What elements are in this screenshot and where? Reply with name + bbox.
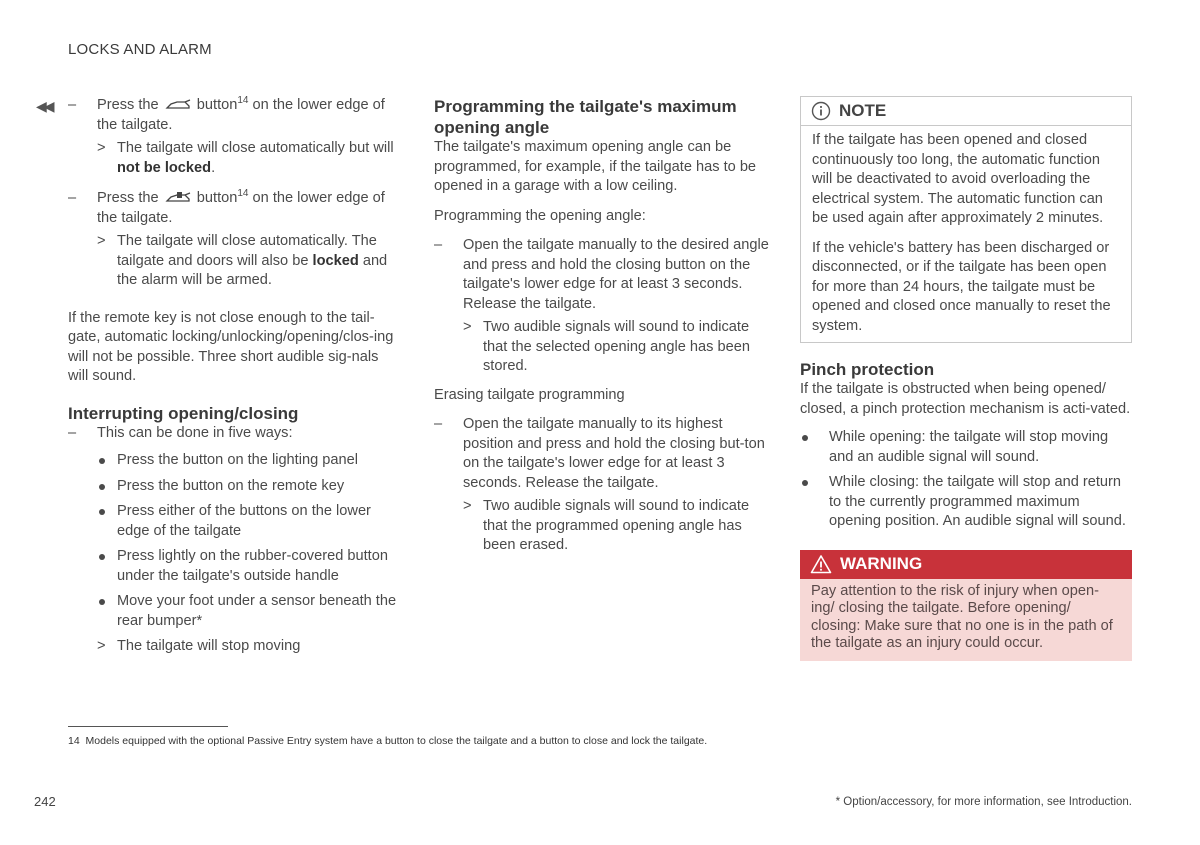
warning-title: WARNING — [840, 554, 923, 574]
list-item: Press the button on the lighting panel — [97, 451, 402, 471]
section-header: LOCKS AND ALARM — [68, 41, 212, 58]
warning-text: Pay attention to the risk of injury when open-ing/ closing the tailgate. Before opening/ closing: Make sure that no one is in the path of the tailgate as an injury could occur. — [811, 582, 1113, 651]
warning-box — [800, 550, 1132, 661]
note-title: NOTE — [839, 101, 887, 121]
step-result: > The tailgate will close automatically. The tailgate and doors will also be locked and the alarm will be armed. — [97, 232, 402, 291]
page-number: 242 — [34, 794, 56, 809]
footnote-divider — [68, 726, 228, 727]
note-box — [800, 96, 1132, 343]
programming-step: – Open the tailgate manually to the desired angle and press and hold the closing button on the tailgate's lower edge for at least 3 seconds. Release the tailgate. — [434, 236, 770, 314]
pinch-intro: If the tailgate is obstructed when being opened/ closed, a pinch protection mechanism is acti-vated. — [800, 381, 1131, 417]
list-item: While opening: the tailgate will stop moving and an audible signal will sound. — [800, 428, 1132, 467]
step-result: > The tailgate will close automatically but will not be locked. — [97, 139, 402, 178]
info-icon — [811, 101, 831, 121]
programming-result: > Two audible signals will sound to indicate that the selected opening angle has been stored. — [463, 318, 770, 377]
step-close-lock-button: – Press the button$^{14}$ on the lower edge of the tailgate. — [68, 189, 402, 228]
remote-key-paragraph: If the remote key is not close enough to the tail-gate, automatic locking/unlocking/opening/clos-ing will not be possible. Three short audible sig-nals will sound. — [68, 309, 394, 384]
erase-step: – Open the tailgate manually to its highest position and press and hold the closing but-ton on the tailgate's lower edge for at least 3 seconds. Release the tailgate. — [434, 415, 770, 493]
double-left-arrow-icon[interactable]: ◀◀ — [36, 98, 52, 114]
heading-pinch: Pinch protection — [800, 360, 935, 379]
step-close-button: – Press the button$^{14}$ on the lower edge of the tailgate. — [68, 96, 402, 135]
tailgate-close-icon — [165, 99, 191, 111]
column-2 — [434, 96, 770, 567]
ways-intro: – This can be done in five ways: — [68, 424, 402, 444]
erase-label: Erasing tailgate programming — [434, 386, 625, 403]
list-item: Press the button on the remote key — [97, 477, 402, 497]
heading-interrupting: Interrupting opening/closing — [68, 403, 299, 423]
programming-label: Programming the opening angle: — [434, 207, 646, 224]
programming-intro: The tailgate's maximum opening angle can be programmed, for example, if the tailgate has to be opened in a garage with a low ceiling. — [434, 139, 757, 194]
note-paragraph: If the tailgate has been opened and closed continuously too long, the automatic function will be deactivated to avoid overloading the electrical system. The automatic function can be used again after approximately 2 minutes. — [812, 132, 1104, 226]
footnote: 14 Models equipped with the optional Passive Entry system have a button to close the tailgate and a button to close and lock the tailgate. — [68, 735, 708, 747]
erase-result: > Two audible signals will sound to indicate that the programmed opening angle has been erased. — [463, 497, 770, 556]
note-paragraph: If the vehicle's battery has been discharged or disconnected, or if the tailgate has been open for more than 24 hours, the tailgate must be opened and closed once manually to reset the system. — [812, 239, 1111, 334]
ways-result: > The tailgate will stop moving — [97, 637, 402, 657]
heading-programming: Programming the tailgate's maximum opening angle — [434, 97, 737, 137]
warning-triangle-icon — [810, 554, 832, 574]
list-item: Move your foot under a sensor beneath the rear bumper* — [97, 592, 402, 631]
list-item: While closing: the tailgate will stop and return to the currently programmed maximum opening position. An audible signal will sound. — [800, 473, 1132, 532]
footer-note: * Option/accessory, for more information, see Introduction. — [835, 796, 1132, 808]
note-header — [801, 97, 1131, 126]
tailgate-close-lock-icon — [165, 190, 191, 204]
list-item: Press lightly on the rubber-covered button under the tailgate's outside handle — [97, 547, 402, 586]
list-item: Press either of the buttons on the lower edge of the tailgate — [97, 502, 402, 541]
column-3 — [800, 96, 1132, 661]
warning-header — [800, 550, 1132, 579]
note-body — [801, 126, 1131, 342]
column-1 — [68, 96, 402, 668]
